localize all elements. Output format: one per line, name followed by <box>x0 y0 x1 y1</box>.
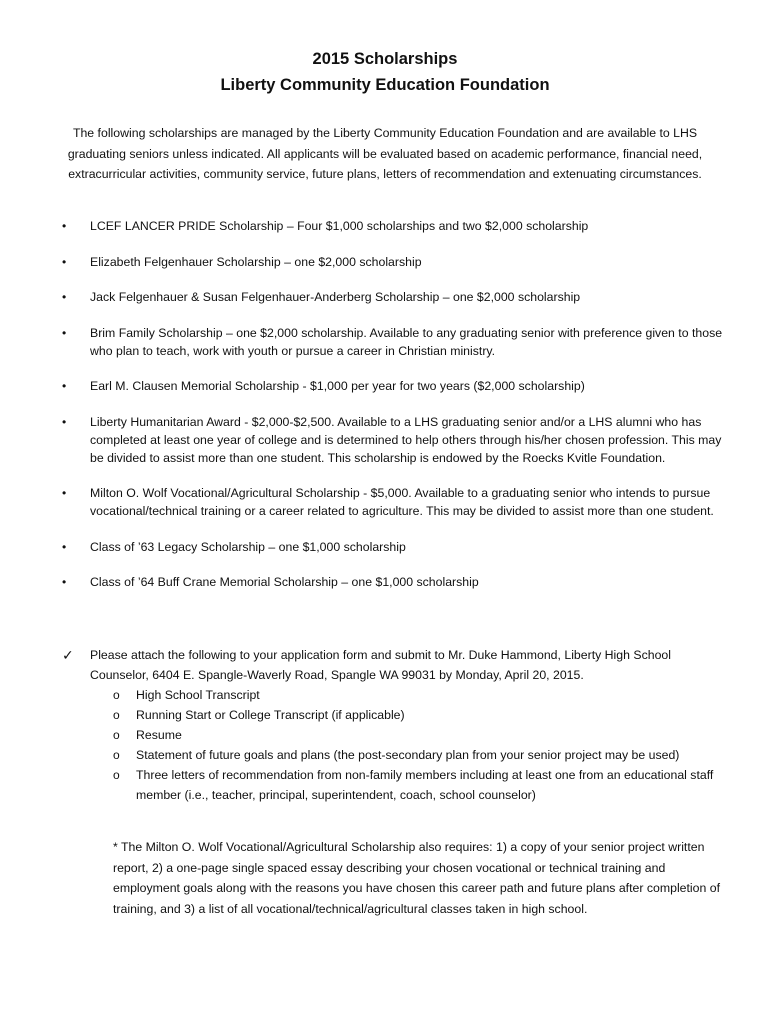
scholarship-text: LCEF LANCER PRIDE Scholarship – Four $1,000 scholarships and two $2,000 scholarship <box>90 219 589 233</box>
attachment-text: Three letters of recommendation from non-family members including at least one from an educational staff member (i.e., teacher, principal, superintendent, coach, school counselor) <box>136 768 714 802</box>
circle-bullet-icon: o <box>113 728 120 742</box>
attachment-item <box>0 745 770 765</box>
scholarship-item <box>0 484 770 520</box>
checkmark-icon: ✓ <box>62 647 74 663</box>
scholarship-text: Class of ’64 Buff Crane Memorial Scholarship – one $1,000 scholarship <box>90 575 479 589</box>
attachment-instruction <box>0 645 770 685</box>
bullet-icon: • <box>62 379 67 393</box>
intro-paragraph: The following scholarships are managed by the Liberty Community Education Foundation and are available to LHS graduating seniors unless indicated. All applicants will be evaluated based on academic performance, financial need, extracurricular activities, community service, future plans, letters of recommendation and extenuating circumstances. <box>67 126 703 181</box>
bullet-icon: • <box>62 254 67 269</box>
bullet-icon: • <box>62 414 67 429</box>
bullet-icon: • <box>62 539 67 554</box>
attachment-item <box>0 705 770 725</box>
attachment-instruction-text: Please attach the following to your application form and submit to Mr. Duke Hammond, Liberty High School Counselor, 6404 E. Spangle-Waverly Road, Spangle WA 99031 by Monday, April 20, 2015. <box>90 648 671 682</box>
attachment-list <box>0 685 770 805</box>
scholarship-text: Liberty Humanitarian Award - $2,000-$2,500. Available to a LHS graduating senior and/or a LHS alumni who has completed at least one year of college and is determined to help others through his/her chosen profession. This may be divided to assist more than one student. This scholarship is endowed by the Roecks Kvitle Foundation. <box>90 414 722 465</box>
scholarship-text: Class of ’63 Legacy Scholarship – one $1,000 scholarship <box>90 539 406 554</box>
scholarship-text: Jack Felgenhauer & Susan Felgenhauer-Anderberg Scholarship – one $2,000 scholarship <box>90 290 581 304</box>
foundation-name: Liberty Community Education Foundation <box>220 76 550 94</box>
scholarship-item <box>0 253 770 271</box>
scholarship-item <box>0 538 770 556</box>
attachment-item <box>0 765 770 805</box>
scholarship-item <box>0 217 770 235</box>
bullet-icon: • <box>62 290 67 304</box>
attachment-item <box>0 685 770 705</box>
document-title: 2015 Scholarships <box>312 50 458 68</box>
scholarship-text: Earl M. Clausen Memorial Scholarship - $1,000 per year for two years ($2,000 scholarship) <box>90 379 585 393</box>
circle-bullet-icon: o <box>113 748 120 762</box>
bullet-icon: • <box>62 219 67 233</box>
attachment-text: Resume <box>136 728 182 742</box>
scholarship-text: Milton O. Wolf Vocational/Agricultural Scholarship - $5,000. Available to a graduating senior who intends to pursue vocational/technical training or a career related to agriculture. This may be divided to assist more than one student. <box>90 486 714 518</box>
bullet-icon: • <box>62 575 67 589</box>
attachments-section <box>0 645 770 805</box>
vocational-requirements-note: * The Milton O. Wolf Vocational/Agricultural Scholarship also requires: 1) a copy of your senior project written report, 2) a one-page single spaced essay describing your chosen vocational or technical training and employment goals along with the reasons you have chosen this career path and future plans after completion of training, and 3) a list of all vocational/technical/agricultural classes taken in high school. <box>113 840 721 916</box>
scholarship-text: Elizabeth Felgenhauer Scholarship – one $2,000 scholarship <box>90 254 422 269</box>
scholarship-item <box>0 288 770 306</box>
bullet-icon: • <box>62 486 67 500</box>
bullet-icon: • <box>62 325 67 340</box>
attachment-text: High School Transcript <box>136 688 260 702</box>
circle-bullet-icon: o <box>113 768 120 782</box>
attachment-text: Running Start or College Transcript (if applicable) <box>136 708 405 722</box>
attachment-item <box>0 725 770 745</box>
scholarship-item <box>0 324 770 360</box>
scholarship-item <box>0 573 770 591</box>
attachment-text: Statement of future goals and plans (the post-secondary plan from your senior project may be used) <box>136 748 680 762</box>
scholarship-text: Brim Family Scholarship – one $2,000 scholarship. Available to any graduating senior with preference given to those who plan to teach, work with youth or pursue a career in Christian ministry. <box>90 325 723 358</box>
circle-bullet-icon: o <box>113 708 120 722</box>
scholarship-item <box>0 377 770 395</box>
scholarship-item <box>0 413 770 467</box>
scholarship-list <box>0 217 770 609</box>
circle-bullet-icon: o <box>113 688 120 702</box>
